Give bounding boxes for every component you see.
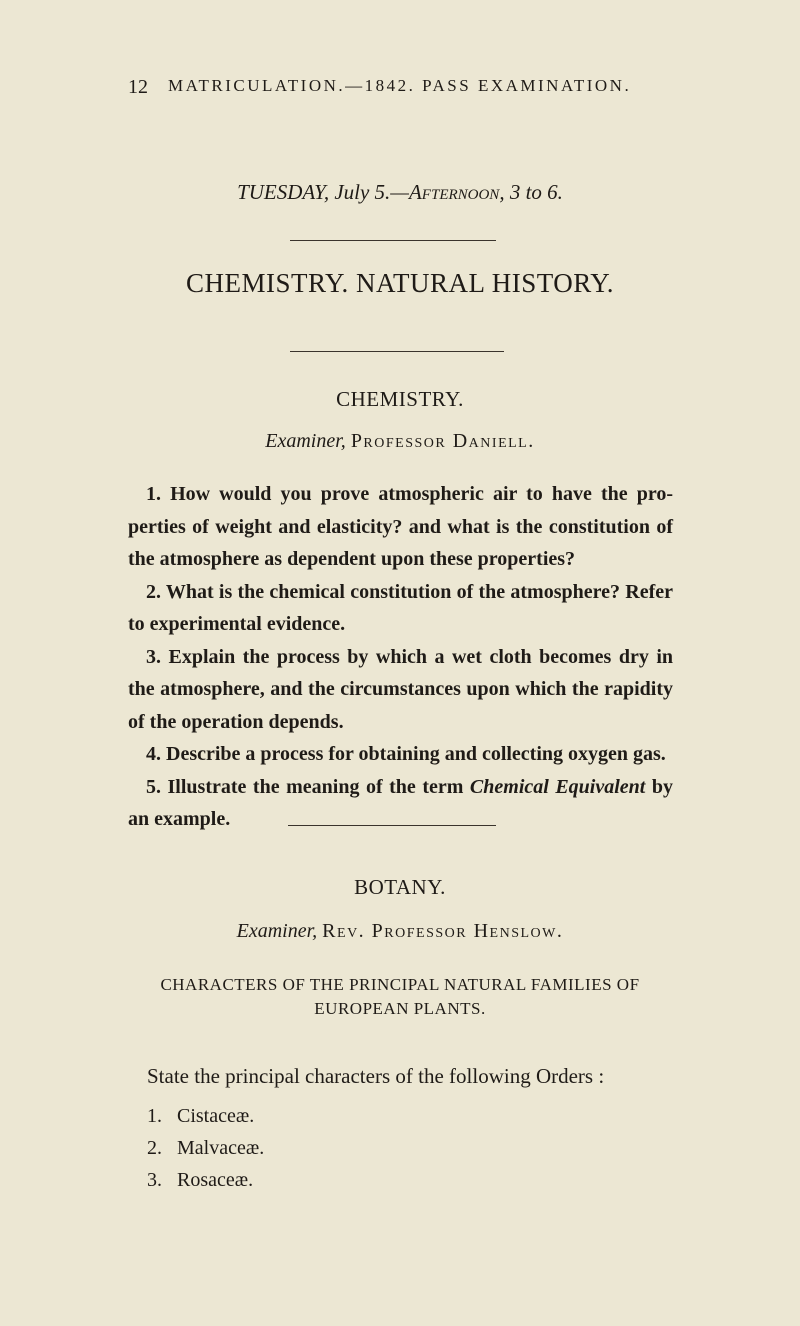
date-session: Afternoon, [408,180,505,204]
question-text: by an example. [128,775,673,830]
question-text: 5. Illustrate the meaning of the term [146,775,470,798]
examiner-role: Examiner, [265,430,346,452]
botany-examiner [0,920,800,943]
examiner-name: Professor Daniell. [350,430,535,452]
chemistry-examiner [0,430,800,453]
subheading-line: CHARACTERS OF THE PRINCIPAL NATURAL FAMILIES OF [160,975,640,994]
subheading-line: EUROPEAN PLANTS. [314,999,486,1018]
question: 3. Explain the process by which a wet cloth becomes dry in the atmosphere, and the circumstances upon which the rapidity of the operation depends. [128,645,673,733]
date-line [0,180,800,205]
order-name: Malvaceæ. [177,1137,265,1159]
order-number: 1. [147,1105,162,1127]
divider-rule [290,351,504,352]
examiner-name: Rev. Professor Henslow. [322,920,564,942]
list-item [147,1164,264,1196]
question: 4. Describe a process for obtaining and collecting oxygen gas. [146,743,666,765]
order-number: 3. [147,1169,162,1191]
question: 2. What is the chemical constitution of the atmosphere? Refer to experimental evidence. [128,580,673,635]
list-item [147,1132,264,1164]
botany-subheading [0,973,800,1021]
divider-rule [290,240,496,241]
page-title: CHEMISTRY. NATURAL HISTORY. [185,268,615,298]
chemistry-questions [128,478,673,836]
order-name: Rosaceæ. [177,1169,254,1191]
list-item [147,1100,264,1132]
chemistry-title: CHEMISTRY. [336,387,464,411]
order-name: Cistaceæ. [177,1105,255,1127]
botany-intro: State the principal characters of the following Orders : [147,1064,605,1088]
page-number: 12 [128,76,148,98]
question-term: Chemical Equivalent [469,775,646,798]
botany-title: BOTANY. [354,875,446,899]
date-day: TUESDAY, [237,180,330,204]
running-title: MATRICULATION.—1842. PASS EXAMINATION. [168,76,632,95]
divider-rule [288,825,496,826]
orders-list [147,1100,264,1196]
question: 1. How would you prove atmospheric air to have the pro- perties of weight and elasticity? and what is the constitution of the atmosphere as dependent upon these properties? [128,483,673,570]
date-time: 3 to 6. [509,180,563,204]
date-date: July 5.— [334,180,409,204]
order-number: 2. [147,1137,162,1159]
examiner-role: Examiner, [236,920,318,942]
